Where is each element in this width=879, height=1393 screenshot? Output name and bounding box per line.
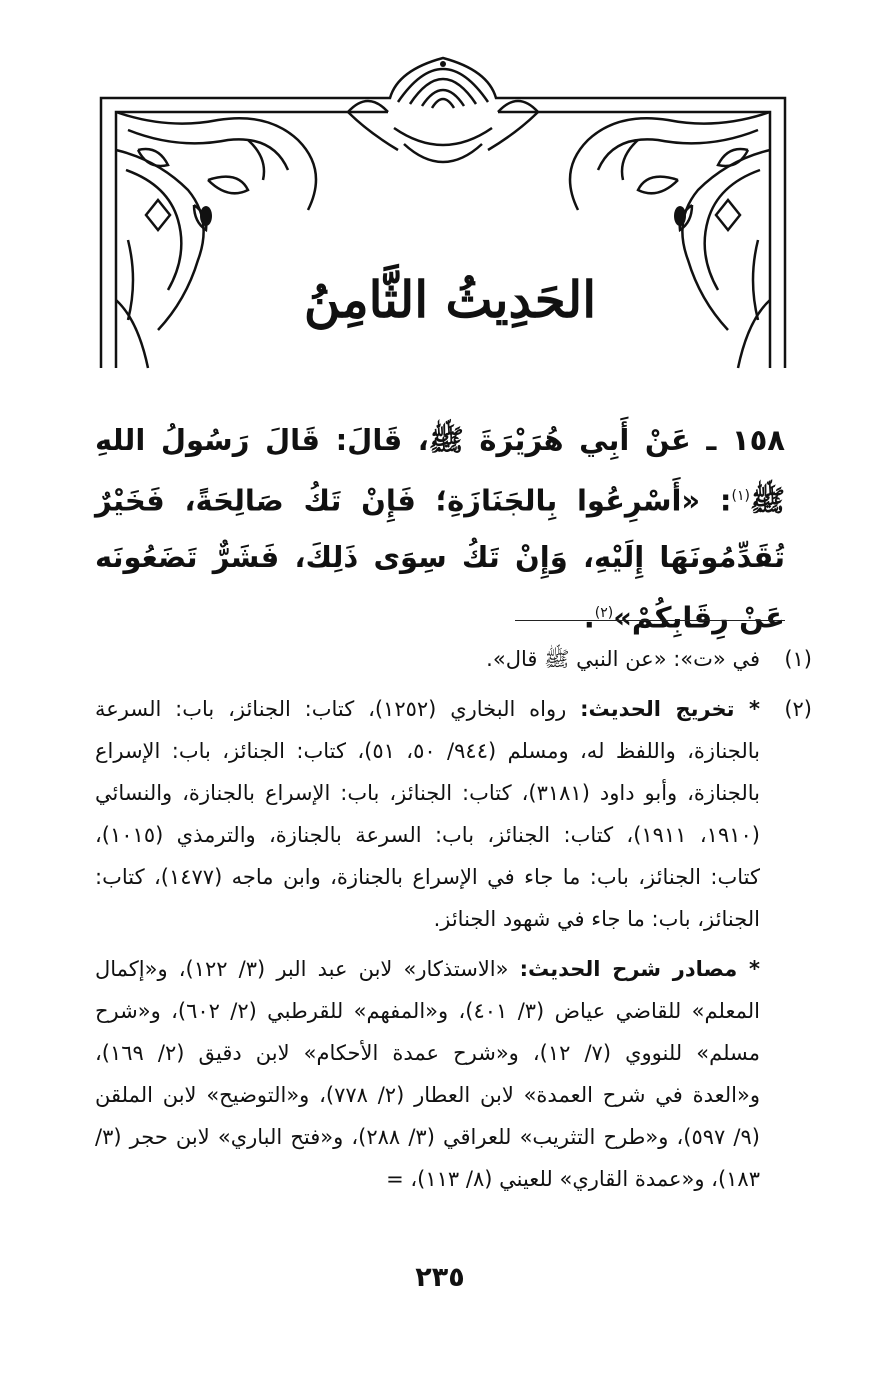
hadith-end-punctuation: . <box>583 600 595 635</box>
footnote-marker-2[interactable]: (٢) <box>594 604 614 621</box>
footnote-paragraph-sources <box>95 948 760 1200</box>
footnote-heading: * مصادر شرح الحديث: <box>519 957 760 981</box>
footnote-1 <box>95 638 812 688</box>
footnote-text: «الاستذكار» لابن عبد البر (٣/ ١٢٢)، و«إكمال المعلم» للقاضي عياض (٣/ ٤٠١)، و«المفهم» للقرطبي (٢/ ٦٠٢)، و«شرح مسلم» للنووي (٧/ ١٢)، و«شرح عمدة الأحكام» لابن دقيق (٢/ ١٦٩)، و«العدة في شرح العمدة» لابن العطار (٢/ ٧٧٨)، و«التوضيح» لابن الملقن (٩/ ٥٩٧)، و«طرح التثريب» للعراقي (٣/ ٢٨٨)، و«فتح الباري» لابن حجر (٣/ ١٨٣)، و«عمدة القاري» للعيني (٨/ ١١٣)، = <box>95 957 760 1191</box>
footnote-heading: * تخريج الحديث: <box>580 697 760 721</box>
footnote-body <box>95 638 760 688</box>
chapter-title: الحَدِيثُ الثَّامِنُ <box>303 270 597 329</box>
footnote-2 <box>95 688 812 1208</box>
footnote-number: (٢) <box>784 697 812 721</box>
footnote-paragraph <box>95 638 760 680</box>
hadith-number: ١٥٨ <box>731 423 785 457</box>
footnotes <box>95 638 812 1208</box>
footnote-marker-1[interactable]: (١) <box>731 488 750 504</box>
hadith-text <box>95 412 785 645</box>
hadith-narration-opening: ـ عَنْ أَبِي هُرَيْرَةَ ﷺ، قَالَ: قَالَ رَسُولُ اللهِ ﷺ <box>95 423 785 518</box>
footnote-body <box>95 688 760 1208</box>
footnote-text: في «ت»: «عن النبي ﷺ قال». <box>486 647 760 671</box>
footnote-divider <box>515 620 785 621</box>
hadith-prophetic-saying: : «أَسْرِعُوا بِالجَنَازَةِ؛ فَإِنْ تَكُ صَالِحَةً، فَخَيْرٌ تُقَدِّمُونَهَا إِلَيْهِ، وَإِنْ تَكُ سِوَى ذَلِكَ، فَشَرٌّ تَضَعُونَه عَنْ رِقَابِكُمْ» <box>95 483 785 635</box>
footnote-number: (١) <box>784 647 812 671</box>
page-number: ٢٣٥ <box>415 1262 465 1293</box>
footnote-text: رواه البخاري (١٢٥٢)، كتاب: الجنائز، باب: السرعة بالجنازة، واللفظ له، ومسلم (٩٤٤/ ٥٠، ٥١)، كتاب: الجنائز، باب: الإسراع بالجنازة، وأبو داود (٣١٨١)، كتاب: الجنائز، باب: الإسراع بالجنازة، والنسائي (١٩١٠، ١٩١١)، كتاب: الجنائز، باب: السرعة بالجنازة، والترمذي (١٠١٥)، كتاب: الجنائز، باب: ما جاء في الإسراع بالجنازة، وابن ماجه (١٤٧٧)، كتاب: الجنائز، باب: ما جاء في شهود الجنائز. <box>95 697 761 931</box>
footnote-paragraph-takhrij <box>95 688 760 940</box>
